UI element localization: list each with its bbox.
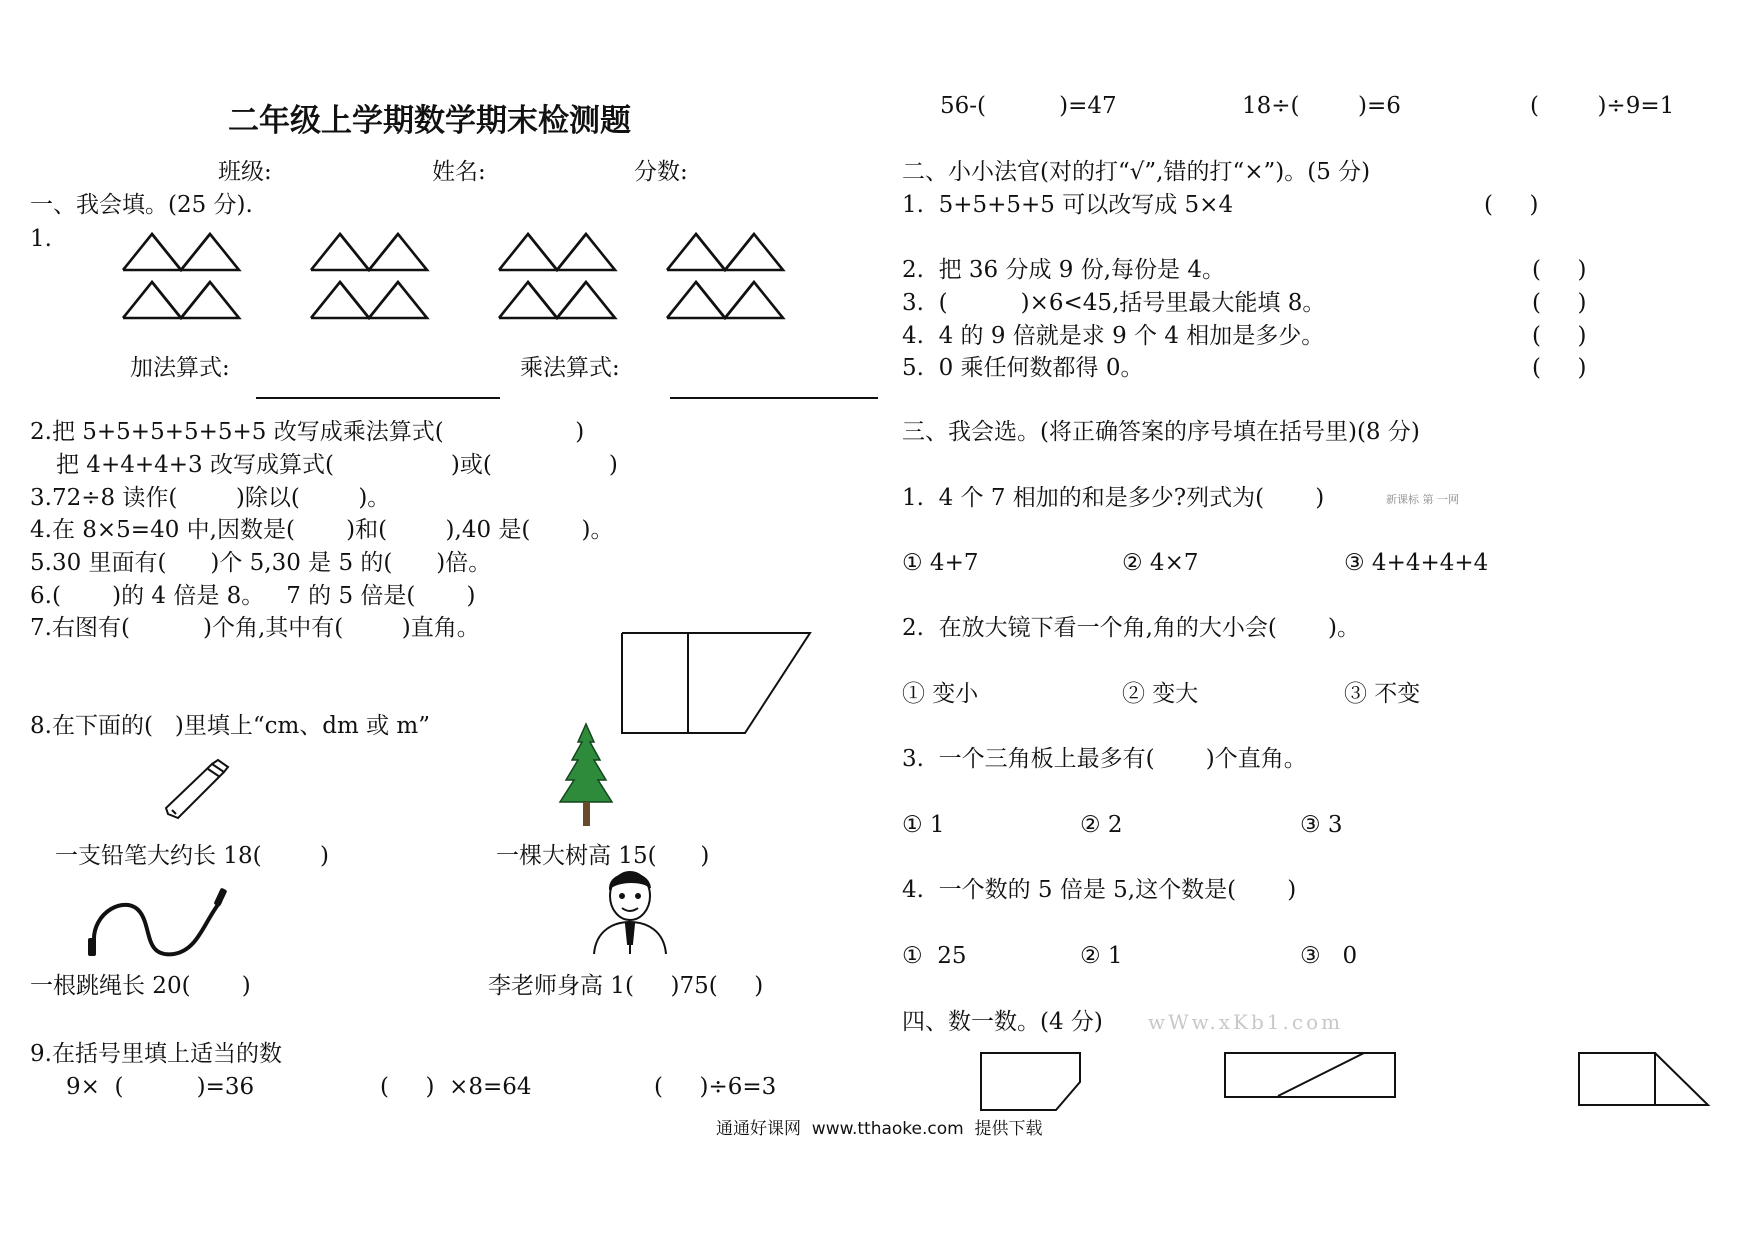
q1-number: 1.: [30, 226, 52, 252]
judge-2-mark[interactable]: ( ): [1532, 257, 1587, 283]
choice-4-option-1[interactable]: ① 25: [902, 943, 967, 969]
q6: 6.( )的 4 倍是 8。 7 的 5 倍是( ): [30, 583, 476, 609]
page-title: 二年级上学期数学期末检测题: [228, 103, 631, 139]
q8-teacher: 李老师身高 1( )75( ): [488, 973, 764, 999]
choice-2-option-2[interactable]: ② 变大: [1122, 681, 1199, 707]
triangle-group-inner-4: [696, 234, 754, 270]
choice-2: 2. 在放大镜下看一个角,角的大小会( )。: [902, 615, 1361, 641]
q3: 3.72÷8 读作( )除以( )。: [30, 485, 391, 511]
judge-2: 2. 把 36 分成 9 份,每份是 4。: [902, 257, 1225, 283]
judge-5-mark[interactable]: ( ): [1532, 355, 1587, 381]
triangle-group-inner-1: [152, 234, 210, 270]
q1-mul-blank[interactable]: [670, 397, 878, 399]
angle-figure: [620, 630, 820, 740]
top-item-b: 18÷( )=6: [1242, 93, 1401, 119]
triangle-group-3: [499, 234, 615, 270]
q1-add-label: 加法算式:: [130, 355, 230, 381]
triangle-group-inner-3: [528, 234, 586, 270]
teacher-icon: [588, 864, 672, 956]
q9-item-c: ( )÷6=3: [654, 1074, 777, 1100]
triangle-group-8: [667, 282, 783, 318]
choice-1-option-1[interactable]: ① 4+7: [902, 550, 979, 576]
choice-3: 3. 一个三角板上最多有( )个直角。: [902, 746, 1307, 772]
section2-heading: 二、小小法官(对的打“√”,错的打“×”)。(5 分): [902, 159, 1371, 185]
q8-pencil: 一支铅笔大约长 18( ): [55, 843, 330, 869]
q4: 4.在 8×5=40 中,因数是( )和( ),40 是( )。: [30, 517, 614, 543]
judge-4: 4. 4 的 9 倍就是求 9 个 4 相加是多少。: [902, 323, 1325, 349]
q8-rope: 一根跳绳长 20( ): [30, 973, 251, 999]
q9: 9.在括号里填上适当的数: [30, 1041, 282, 1067]
judge-3: 3. ( )×6<45,括号里最大能填 8。: [902, 290, 1326, 316]
triangle-group-inner-7: [528, 282, 586, 318]
triangle-group-6: [311, 282, 427, 318]
choice-1-option-2[interactable]: ② 4×7: [1122, 550, 1199, 576]
q5: 5.30 里面有( )个 5,30 是 5 的( )倍。: [30, 550, 492, 576]
count-shape-3: [1578, 1052, 1712, 1108]
tree-icon: [548, 722, 628, 828]
choice-2-option-3[interactable]: ③ 不变: [1344, 681, 1421, 707]
q2-line-a: 2.把 5+5+5+5+5+5 改写成乘法算式( ): [30, 419, 585, 445]
choice-4: 4. 一个数的 5 倍是 5,这个数是( ): [902, 877, 1297, 903]
name-label: 姓名:: [432, 159, 486, 185]
top-item-c: ( )÷9=1: [1530, 93, 1675, 119]
choice-4-option-2[interactable]: ② 1: [1080, 943, 1123, 969]
choice-3-option-3[interactable]: ③ 3: [1300, 812, 1343, 838]
choice-3-option-2[interactable]: ② 2: [1080, 812, 1123, 838]
triangle-group-2: [311, 234, 427, 270]
q8-tree: 一棵大树高 15( ): [496, 843, 710, 869]
class-label: 班级:: [218, 159, 272, 185]
choice-1-option-3[interactable]: ③ 4+4+4+4: [1344, 550, 1489, 576]
score-label: 分数:: [634, 159, 688, 185]
q2-line-b: 把 4+4+4+3 改写成算式( )或( ): [56, 452, 618, 478]
judge-5: 5. 0 乘任何数都得 0。: [902, 355, 1144, 381]
judge-1: 1. 5+5+5+5 可以改写成 5×4: [902, 192, 1234, 218]
choice-2-option-1[interactable]: ① 变小: [902, 681, 979, 707]
triangle-group-inner-6: [340, 282, 398, 318]
choice-4-option-3[interactable]: ③ 0: [1300, 943, 1358, 969]
pencil-icon: [160, 758, 240, 828]
triangle-group-5: [123, 282, 239, 318]
judge-3-mark[interactable]: ( ): [1532, 290, 1587, 316]
q9-item-a: 9× ( )=36: [66, 1074, 255, 1100]
choice-1-note: 新课标 第 一网: [1386, 493, 1459, 506]
triangle-group-4: [667, 234, 783, 270]
q1-mul-label: 乘法算式:: [520, 355, 620, 381]
triangle-group-inner-8: [696, 282, 754, 318]
triangle-figure: [0, 0, 900, 340]
q9-item-b: ( ) ×8=64: [380, 1074, 532, 1100]
choice-1: 1. 4 个 7 相加的和是多少?列式为( ): [902, 485, 1325, 511]
q8: 8.在下面的( )里填上“cm、dm 或 m”: [30, 713, 430, 739]
q7: 7.右图有( )个角,其中有( )直角。: [30, 615, 480, 641]
judge-1-mark[interactable]: ( ): [1484, 192, 1539, 218]
triangle-group-inner-2: [340, 234, 398, 270]
top-item-a: 56-( )=47: [940, 93, 1117, 119]
judge-4-mark[interactable]: ( ): [1532, 323, 1587, 349]
section4-heading: 四、数一数。(4 分): [902, 1009, 1103, 1035]
jump-rope-icon: [86, 882, 236, 962]
count-shape-1: [980, 1052, 1090, 1114]
section3-heading: 三、我会选。(将正确答案的序号填在括号里)(8 分): [902, 419, 1420, 445]
triangle-group-inner-5: [152, 282, 210, 318]
watermark: wWw.xKb1.com: [1148, 1010, 1344, 1034]
q1-add-blank[interactable]: [256, 397, 500, 399]
choice-3-option-1[interactable]: ① 1: [902, 812, 945, 838]
section1-heading: 一、我会填。(25 分).: [30, 192, 253, 218]
count-shape-2: [1224, 1052, 1398, 1100]
triangle-group-7: [499, 282, 615, 318]
footer-credit: 通通好课网 www.tthaoke.com 提供下载: [716, 1119, 1043, 1139]
triangle-group-1: [123, 234, 239, 270]
